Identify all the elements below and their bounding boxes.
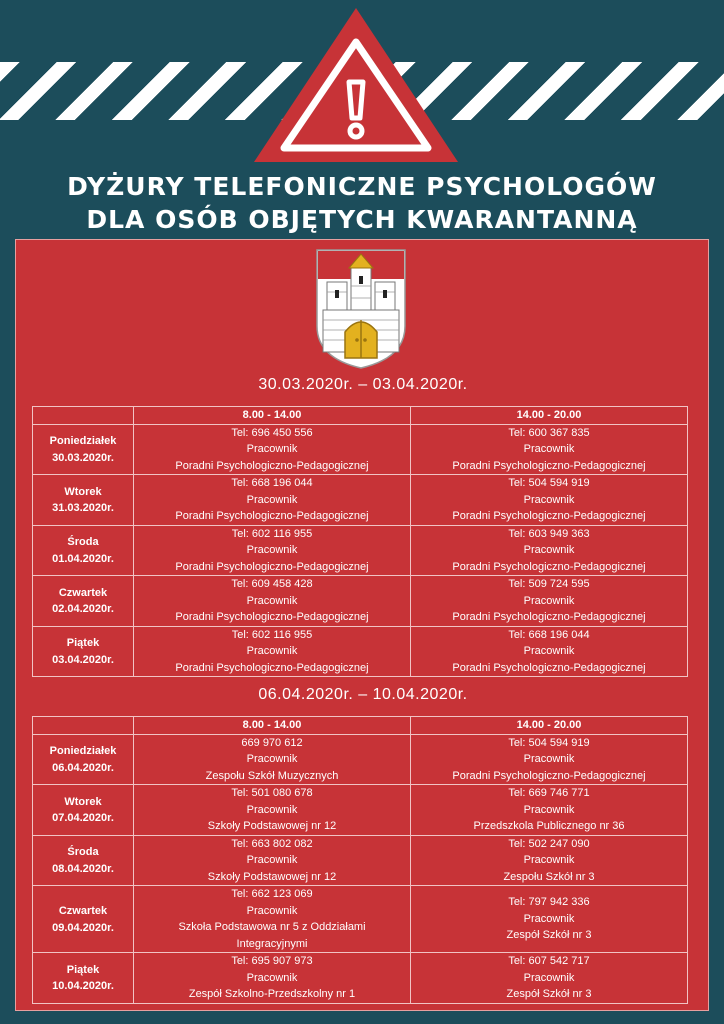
table-row [33,626,688,677]
header-morning: 8.00 - 14.00 [134,407,411,425]
day-date: 03.04.2020r. [52,653,114,666]
table-row [33,576,688,627]
slot-line: Poradni Psychologiczno-Pedagogicznej [452,510,646,522]
slot-line: Pracownik [246,443,298,455]
town-coat-of-arms [313,246,409,370]
table-row [33,886,688,953]
slot-line: Pracownik [246,971,298,984]
afternoon-slot [411,525,688,576]
slot-line: Zespołu Szkół nr 3 [503,870,595,883]
table-row [33,953,688,1004]
day-date: 02.04.2020r. [52,603,114,616]
morning-slot [134,475,411,526]
day-cell [33,835,134,886]
phone-number: Tel: 669 746 771 [508,787,590,799]
day-date: 09.04.2020r. [52,921,114,934]
day-cell [33,886,134,953]
slot-line: Szkoły Podstawowej nr 12 [207,870,337,883]
page-title [0,170,724,236]
phone-number: Tel: 602 116 955 [231,527,313,540]
morning-slot [134,576,411,627]
slot-line: Pracownik [246,544,298,556]
table-row [33,424,688,475]
day-name: Poniedziałek [49,435,117,448]
phone-number: Tel: 504 594 919 [508,736,590,749]
title-line-1: DYŻURY TELEFONICZNE PSYCHOLOGÓW [67,172,657,201]
day-cell [33,576,134,627]
afternoon-slot [411,785,688,836]
day-cell [33,475,134,526]
header-day [33,717,134,735]
day-date: 10.04.2020r. [52,980,114,993]
day-cell [33,424,134,475]
slot-line: Pracownik [523,753,575,765]
table-row [33,835,688,886]
slot-line: Integracyjnymi [236,937,308,950]
day-date: 31.03.2020r. [52,502,114,515]
afternoon-slot [411,835,688,886]
day-date: 07.04.2020r. [52,812,114,825]
day-cell [33,953,134,1004]
morning-slot [134,424,411,475]
morning-slot [134,886,411,953]
morning-slot [134,734,411,785]
slot-line: Pracownik [523,645,575,657]
afternoon-slot [411,734,688,785]
phone-number: Tel: 668 196 044 [231,477,313,489]
morning-slot [134,953,411,1004]
table-row [33,525,688,576]
morning-slot [134,785,411,836]
phone-number: Tel: 603 949 363 [508,527,590,540]
header-morning: 8.00 - 14.00 [134,717,411,735]
slot-line: Pracownik [523,493,575,506]
day-cell [33,626,134,677]
slot-line: Poradni Psychologiczno-Pedagogicznej [175,661,369,674]
day-cell [33,734,134,785]
phone-number: Tel: 695 907 973 [231,955,313,967]
phone-number: Tel: 609 458 428 [231,578,313,590]
slot-line: Pracownik [246,645,298,657]
phone-number: Tel: 662 123 069 [231,888,313,900]
afternoon-slot [411,953,688,1004]
slot-line: Pracownik [523,803,575,816]
phone-number: Tel: 600 367 835 [508,426,590,439]
morning-slot [134,626,411,677]
slot-line: Pracownik [246,753,298,765]
phone-number: 669 970 612 [241,736,303,749]
phone-number: Tel: 504 594 919 [508,477,590,489]
day-date: 06.04.2020r. [52,761,114,774]
table-header-row [33,407,688,425]
slot-line: Pracownik [523,594,575,607]
phone-number: Tel: 509 724 595 [508,578,590,590]
slot-line: Pracownik [246,854,298,866]
morning-slot [134,835,411,886]
slot-line: Zespół Szkół nr 3 [506,988,592,1000]
day-date: 01.04.2020r. [52,552,114,565]
slot-line: Zespół Szkół nr 3 [506,929,592,942]
slot-line: Pracownik [246,803,298,816]
slot-line: Poradni Psychologiczno-Pedagogicznej [452,611,646,623]
exclamation-triangle-icon [246,0,466,170]
table-row [33,734,688,785]
schedule-panel [15,239,709,1011]
table-row [33,475,688,526]
slot-line: Poradni Psychologiczno-Pedagogicznej [452,459,646,472]
slot-line: Pracownik [246,904,298,917]
period-week-1: 30.03.2020r. – 03.04.2020r. [258,376,468,393]
slot-line: Zespół Szkolno-Przedszkolny nr 1 [188,988,356,1000]
day-date: 08.04.2020r. [52,862,114,875]
day-date: 30.03.2020r. [52,451,114,464]
slot-line: Pracownik [246,594,298,607]
slot-line: Pracownik [523,854,575,866]
day-name: Wtorek [64,485,102,498]
slot-line: Poradni Psychologiczno-Pedagogicznej [175,510,369,522]
phone-number: Tel: 502 247 090 [508,837,590,850]
day-name: Środa [67,536,99,549]
schedule-table-week-2 [32,716,688,1004]
slot-line: Poradni Psychologiczno-Pedagogicznej [175,611,369,623]
day-name: Środa [67,846,99,859]
title-line-2: DLA OSÓB OBJĘTYCH KWARANTANNĄ [86,205,638,234]
phone-number: Tel: 501 080 678 [231,787,313,799]
phone-number: Tel: 663 802 082 [231,837,313,850]
header-afternoon: 14.00 - 20.00 [411,407,688,425]
afternoon-slot [411,576,688,627]
day-name: Czwartek [58,905,108,917]
day-name: Piątek [66,637,100,650]
slot-line: Pracownik [246,493,298,506]
slot-line: Pracownik [523,912,575,925]
day-cell [33,785,134,836]
slot-line: Poradni Psychologiczno-Pedagogicznej [452,661,646,674]
slot-line: Poradni Psychologiczno-Pedagogicznej [175,560,369,573]
slot-line: Pracownik [523,971,575,984]
slot-line: Przedszkola Publicznego nr 36 [473,820,625,832]
phone-number: Tel: 602 116 955 [231,628,313,641]
slot-line: Poradni Psychologiczno-Pedagogicznej [452,560,646,573]
day-name: Wtorek [64,795,102,808]
day-name: Czwartek [58,586,108,599]
header-afternoon: 14.00 - 20.00 [411,717,688,735]
slot-line: Szkoły Podstawowej nr 12 [207,820,337,832]
afternoon-slot [411,626,688,677]
slot-line: Poradni Psychologiczno-Pedagogicznej [452,769,646,782]
phone-number: Tel: 607 542 717 [508,955,590,967]
slot-line: Pracownik [523,544,575,556]
afternoon-slot [411,424,688,475]
morning-slot [134,525,411,576]
day-cell [33,525,134,576]
slot-line: Zespołu Szkół Muzycznych [205,769,339,782]
phone-number: Tel: 696 450 556 [231,426,313,439]
schedule-table-week-1 [32,406,688,677]
header-day [33,407,134,425]
day-name: Poniedziałek [49,745,117,758]
slot-line: Poradni Psychologiczno-Pedagogicznej [175,459,369,472]
slot-line: Szkoła Podstawowa nr 5 z Oddziałami [178,921,366,933]
slot-line: Pracownik [523,443,575,455]
afternoon-slot [411,886,688,953]
phone-number: Tel: 668 196 044 [508,628,590,641]
phone-number: Tel: 797 942 336 [508,896,590,909]
afternoon-slot [411,475,688,526]
table-row [33,785,688,836]
period-week-2: 06.04.2020r. – 10.04.2020r. [258,686,468,703]
day-name: Piątek [66,963,100,976]
table-header-row [33,717,688,735]
